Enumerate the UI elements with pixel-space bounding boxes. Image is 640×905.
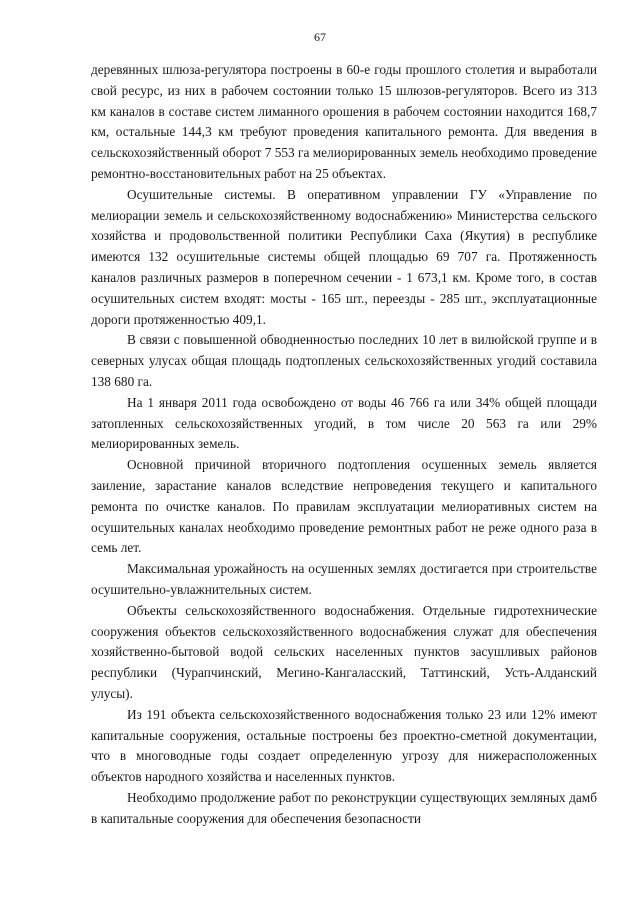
paragraph: Осушительные системы. В оперативном управлении ГУ «Управление по мелиорации земель и сельскохозяйственному водоснабжению» Министерства сельского хозяйства и продовольственной политики Республики Саха (Якутия) в республике имеются 132 осушительные системы общей площадью 69 707 га. Протяженность каналов различных размеров в поперечном сечении - 1 673,1 км. Кроме того, в состав осушительных систем входят: мосты - 165 шт., переезды - 285 шт., эксплуатационные дороги протяженностью 409,1. xyxy=(91,186,597,327)
paragraph: Объекты сельскохозяйственного водоснабжения. Отдельные гидротехнические сооружения объектов сельскохозяйственного водоснабжения служат для обеспечения хозяйственно-бытовой водой сельских населенных пунктов засушливых районов республики (Чурапчинский, Мегино-Кангаласский, Таттинский, Усть-Алданский улусы). xyxy=(91,602,597,701)
paragraph: Основной причиной вторичного подтопления осушенных земель является заиление, зарастание каналов вследствие непроведения текущего и капитального ремонта по очистке каналов. По правилам эксплуатации мелиоративных систем на осушительных каналах необходимо проведение ремонтных работ не реже одного раза в семь лет. xyxy=(91,457,597,556)
paragraph: На 1 января 2011 года освобождено от воды 46 766 га или 34% общей площади затопленных сельскохозяйственных угодий, в том числе 20 563 га или 29% мелиорированных земель. xyxy=(91,394,597,452)
document-body xyxy=(91,60,597,829)
page-number: 67 xyxy=(314,30,326,44)
paragraph: Из 191 объекта сельскохозяйственного водоснабжения только 23 или 12% имеют капитальные сооружения, остальные построены без проектно-сметной документации, что в многоводные годы создает определенную угрозу для нижерасположенных объектов народного хозяйства и населенных пунктов. xyxy=(91,706,597,785)
paragraph: В связи с повышенной обводненностью последних 10 лет в вилюйской группе и в северных улусах общая площадь подтопленых сельскохозяйственных угодий составила 138 680 га. xyxy=(91,332,597,389)
paragraph: деревянных шлюза-регулятора построены в 60-е годы прошлого столетия и выработали свой ресурс, из них в рабочем состоянии только 15 шлюзов-регуляторов. Всего из 313 км каналов в составе систем лиманного орошения в рабочем состоянии находится 168,7 км, остальные 144,3 км требуют проведения капитального ремонта. Для введения в сельскохозяйственный оборот 7 553 га мелиорированных земель необходимо проведение ремонтно-восстановительных работ на 25 объектах. xyxy=(91,62,597,181)
paragraph: Максимальная урожайность на осушенных землях достигается при строительстве осушительно-увлажнительных систем. xyxy=(91,561,597,597)
paragraph: Необходимо продолжение работ по реконструкции существующих земляных дамб в капитальные сооружения для обеспечения безопасности xyxy=(91,789,597,826)
